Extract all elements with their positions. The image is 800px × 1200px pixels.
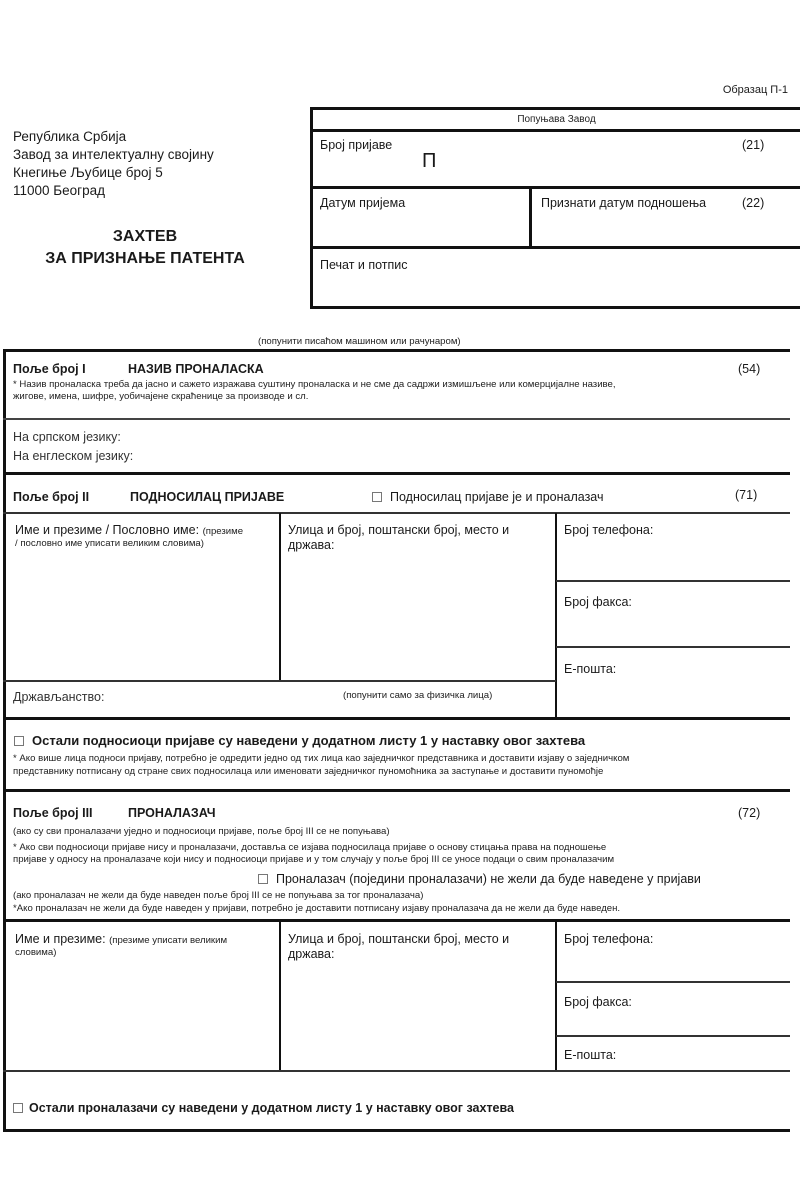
other-applicants-checkbox[interactable] xyxy=(14,736,24,746)
receipt-date-label: Датум пријема xyxy=(320,196,406,210)
section3-code: (72) xyxy=(738,806,761,820)
section2-note-line1: * Ако више лица подноси пријаву, потребно је одредити једно од тих лица као заједничког представника и доставити изјаву о заједничком xyxy=(13,753,630,764)
applicant-phone-label: Број телефона: xyxy=(564,523,654,537)
other-inventors-option[interactable] xyxy=(13,1101,514,1116)
english-title-field[interactable] xyxy=(140,447,785,463)
inventor-address-field[interactable] xyxy=(285,962,550,1067)
applicant-name-field[interactable] xyxy=(10,555,275,675)
other-applicants-option[interactable] xyxy=(14,733,585,748)
form-code: Образац П-1 xyxy=(722,84,788,96)
applicant-address-label-line1: Улица и број, поштански број, место и xyxy=(288,523,510,537)
section3-note1-line2: пријаве у односу на проналазаче који нису и подносиоци пријаве и у том случају у поље број III се уносе подаци о свим проналазачим xyxy=(13,854,615,865)
applicant-phone-field[interactable] xyxy=(560,540,788,575)
stamp-signature-field[interactable] xyxy=(316,276,791,304)
section2-title: ПОДНОСИЛАЦ ПРИЈАВЕ xyxy=(130,490,285,504)
inventor-email-field[interactable] xyxy=(610,1046,788,1066)
application-number-code: (21) xyxy=(742,138,765,152)
section2-field-label: Поље број II xyxy=(13,490,90,504)
citizenship-field[interactable] xyxy=(105,688,335,706)
applicant-fax-label: Број факса: xyxy=(564,595,632,609)
applicant-is-inventor-option[interactable] xyxy=(372,490,604,505)
filing-date-field[interactable] xyxy=(536,214,791,242)
applicant-is-inventor-label: Подносилац пријаве је и проналазач xyxy=(390,490,604,504)
filing-date-label: Признати датум подношења xyxy=(541,196,707,210)
applicant-address-label-line2: држава: xyxy=(288,538,335,552)
applicant-email-field[interactable] xyxy=(560,678,788,714)
other-inventors-label: Остали проналазачи су наведени у додатном листу 1 у наставку овог захтева xyxy=(29,1101,514,1115)
inventor-address-label-line1: Улица и број, поштански број, место и xyxy=(288,932,510,946)
english-title-label: На енглеском језику: xyxy=(13,449,134,463)
section1-note-line2: жигове, имена, шифре, уобичајене скраћенице за производе и сл. xyxy=(13,391,309,402)
application-number-prefix: П xyxy=(422,150,437,172)
inventor-email-label: Е-пошта: xyxy=(564,1048,617,1062)
institution-address xyxy=(13,128,214,200)
applicant-fax-field[interactable] xyxy=(560,612,788,642)
document-title-line1: ЗАХТЕВ xyxy=(112,228,178,245)
applicant-name-hint: (презиме xyxy=(202,526,244,537)
inventor-name-field[interactable] xyxy=(10,962,275,1067)
section2-code: (71) xyxy=(735,488,758,502)
section1-field-label: Поље број I xyxy=(13,362,86,376)
serbian-title-field[interactable] xyxy=(130,428,785,444)
institution-line: 11000 Београд xyxy=(13,183,105,198)
applicant-name-label-text: Име и презиме / Пословно име: xyxy=(15,523,200,537)
inventor-phone-field[interactable] xyxy=(560,948,788,978)
institution-line: Кнегиње Љубице број 5 xyxy=(13,165,163,180)
section2-note-line2: представнику потписану од стране свих подносилаца или именовати заједничког пуномоћника за заступање и доставити пуномоћје xyxy=(13,766,604,777)
inventor-name-hint: (презиме уписати великим xyxy=(109,935,228,946)
inventor-name-hint-line2: словима) xyxy=(15,947,57,958)
section3-note1-line1: * Ако сви подносиоци пријаве нису и проналазачи, доставља се изјава подносилаца пријаве о основу стицања права на подношење xyxy=(13,842,607,853)
applicant-email-label: Е-пошта: xyxy=(564,662,617,676)
applicant-name-label xyxy=(15,523,243,538)
applicant-address-field[interactable] xyxy=(285,555,550,675)
application-number-field[interactable] xyxy=(460,148,730,178)
inventor-name-label xyxy=(15,932,227,947)
inventor-name-label-text: Име и презиме: xyxy=(15,932,106,946)
inventor-fax-field[interactable] xyxy=(560,1011,788,1033)
section3-note3: *Ако проналазач не жели да буде наведен у пријави, потребно је доставити потписану изјаву проналазача да не жели да буде наведен. xyxy=(13,903,621,914)
citizenship-hint: (попунити само за физичка лица) xyxy=(343,690,493,701)
section3-title: ПРОНАЛАЗАЧ xyxy=(128,806,216,820)
institution-line: Република Србија xyxy=(13,129,127,144)
filing-date-code: (22) xyxy=(742,196,765,210)
other-inventors-checkbox[interactable] xyxy=(13,1103,23,1113)
fill-instruction: (попунити писаћом машином или рачунаром) xyxy=(258,336,461,347)
document-title xyxy=(20,226,270,270)
inventor-not-named-option[interactable] xyxy=(258,872,701,887)
inventor-phone-label: Број телефона: xyxy=(564,932,654,946)
application-number-label: Број пријаве xyxy=(320,138,393,152)
section3-note0: (ако су сви проналазачи уједно и подносиоци пријаве, поље број III се не попуњава) xyxy=(13,826,390,837)
applicant-is-inventor-checkbox[interactable] xyxy=(372,492,382,502)
section1-code: (54) xyxy=(738,362,761,376)
inventor-not-named-checkbox[interactable] xyxy=(258,874,268,884)
receipt-date-field[interactable] xyxy=(316,214,521,242)
section3-field-label: Поље број III xyxy=(13,806,93,820)
section3-note2: (ако проналазач не жели да буде наведен поље број III се не попуњава за тог проналазача) xyxy=(13,890,424,901)
section1-title: НАЗИВ ПРОНАЛАСКА xyxy=(128,362,264,376)
serbian-title-label: На српском језику: xyxy=(13,430,121,444)
stamp-signature-label: Печат и потпис xyxy=(320,258,408,272)
applicant-name-hint-line2: / пословно име уписати великим словима) xyxy=(15,538,204,549)
citizenship-label: Држављанство: xyxy=(13,690,105,704)
document-title-line2: ЗА ПРИЗНАЊЕ ПАТЕНТА xyxy=(45,250,245,267)
section1-note-line1: * Назив проналаска треба да јасно и сажето изражава суштину проналаска и не сме да садржи измишљене или комерцијалне називе, xyxy=(13,379,616,390)
form-left-border xyxy=(3,349,6,1132)
inventor-not-named-label: Проналазач (поједини проналазачи) не жели да буде наведене у пријави xyxy=(276,872,701,886)
inventor-fax-label: Број факса: xyxy=(564,995,632,1009)
office-box-header: Попуњава Завод xyxy=(517,114,596,125)
institution-line: Завод за интелектуалну својину xyxy=(13,147,214,162)
other-applicants-label: Остали подносиоци пријаве су наведени у додатном листу 1 у наставку овог захтева xyxy=(32,733,586,748)
inventor-address-label-line2: држава: xyxy=(288,947,335,961)
